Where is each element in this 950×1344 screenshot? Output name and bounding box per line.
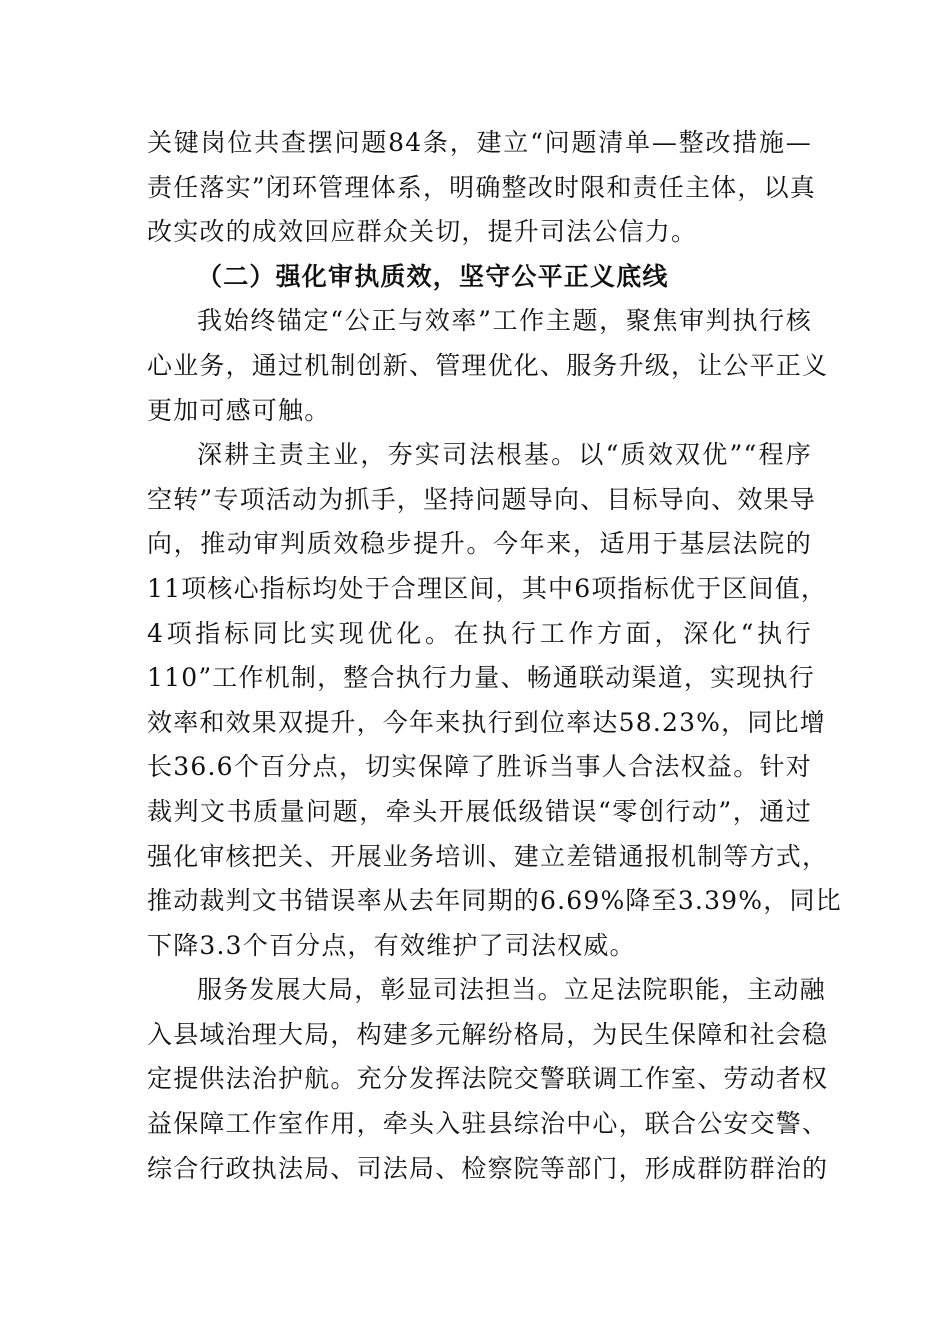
text-line: 定提供法治护航。充分发挥法院交警联调工作室、劳动者权 — [147, 1064, 829, 1094]
text-line: 更加可感可触。 — [147, 395, 331, 425]
text-line: 11项核心指标均处于合理区间，其中6项指标优于区间值， — [147, 573, 828, 603]
text-line: 关键岗位共查摆问题84条，建立“问题清单—整改措施— — [147, 128, 812, 157]
document-body — [147, 121, 842, 1191]
heading-text: （二）强化审执质效，坚守公平正义底线 — [197, 261, 669, 291]
section-heading — [147, 255, 812, 300]
text-line: 改实改的成效回应群众关切，提升司法公信力。 — [147, 217, 698, 247]
paragraph-continuation — [147, 121, 816, 255]
text-line: 4项指标同比实现优化。在执行工作方面，深化“执行 — [147, 618, 812, 648]
text-line: 长36.6个百分点，切实保障了胜诉当事人合法权益。针对 — [147, 752, 812, 782]
text-line: 空转”专项活动为抓手，坚持问题导向、目标导向、效果导 — [147, 484, 816, 514]
text-line: 向，推动审判质效稳步提升。今年来，适用于基层法院的 — [147, 529, 812, 559]
text-line: 我始终锚定“公正与效率”工作主题，聚焦审判执行核 — [197, 306, 812, 336]
paragraph-serve-development — [147, 968, 829, 1191]
text-line: 推动裁判文书错误率从去年同期的6.69%降至3.39%，同比 — [147, 886, 842, 916]
text-line: 综合行政执法局、司法局、检察院等部门，形成群防群治的 — [147, 1153, 829, 1183]
text-line: 心业务，通过机制创新、管理优化、服务升级，让公平正义 — [147, 350, 829, 380]
text-line: 110”工作机制，整合执行力量、畅通联动渠道，实现执行 — [147, 663, 815, 693]
text-line: 入县域治理大局，构建多元解纷格局，为民生保障和社会稳 — [147, 1019, 829, 1049]
text-line: 责任落实”闭环管理体系，明确整改时限和责任主体，以真 — [147, 172, 816, 202]
text-line: 裁判文书质量问题，牵头开展低级错误“零创行动”，通过 — [147, 796, 812, 826]
text-line: 强化审核把关、开展业务培训、建立差错通报机制等方式， — [147, 841, 829, 871]
text-line: 益保障工作室作用，牵头入驻县综治中心，联合公安交警、 — [147, 1109, 829, 1139]
text-line: 效率和效果双提升，今年来执行到位率达58.23%，同比增 — [147, 707, 826, 737]
paragraph-core-business — [147, 433, 842, 968]
text-line: 深耕主责主业，夯实司法根基。以“质效双优”“程序 — [197, 440, 812, 470]
text-line: 服务发展大局，彰显司法担当。立足法院职能，主动融 — [197, 975, 826, 1005]
paragraph-intro — [147, 299, 829, 433]
text-line: 下降3.3个百分点，有效维护了司法权威。 — [147, 930, 636, 960]
